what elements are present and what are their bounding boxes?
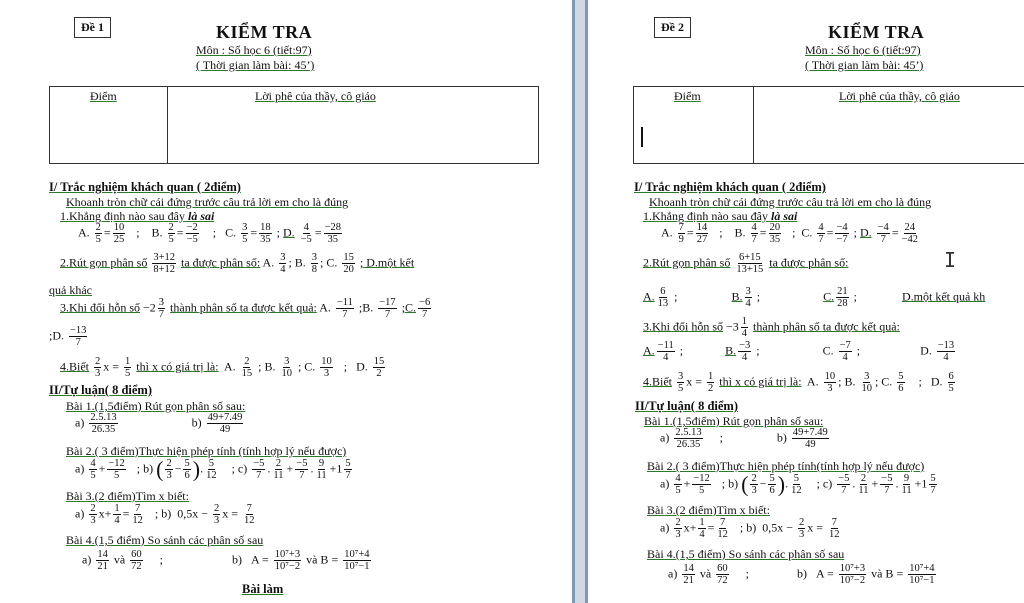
- mouse-ibeam-icon: I: [944, 248, 957, 272]
- subject-line: Môn : Số học 6 (tiết:97): [196, 43, 312, 57]
- page-title: KIỂM TRA: [828, 22, 925, 42]
- section-multiple-choice: I/ Trắc nghiệm khách quan ( 2điểm): [49, 180, 241, 194]
- exercise-3-items: a) $\frac{2}{3}$ x+ $\frac{1}{4}$ = $\frac{7}{12}$ ; b) 0,5x − $\frac{2}{3}$ x = $\frac{7}{12}$: [75, 503, 255, 526]
- page-title: KIỂM TRA: [216, 22, 313, 42]
- question-2-options: A. $\frac{6}{13}$ ; B. $\frac{3}{4}$ ; C. $\frac{21}{28}$ ; D.một kết quả kh: [643, 286, 986, 309]
- subject-line: Môn : Số học 6 (tiết:97): [805, 43, 921, 57]
- question-1-options: A. $\frac{2}{5}$ = $\frac{10}{25}$ ; B. $\frac{2}{5}$ = $\frac{-2}{-5}$ ; C. $\frac{3}{5}$ = $\frac{18}{35}$ ; D. $\frac{4}{-5}$ = $\frac{-28}{35}$: [78, 222, 342, 245]
- exercise-3-items: a) $\frac{2}{3}$ x+ $\frac{1}{4}$ = $\frac{7}{12}$ ; b) 0,5x − $\frac{2}{3}$ x = $\frac{7}{12}$: [660, 517, 840, 540]
- question-1-options: A. $\frac{7}{9}$ = $\frac{14}{27}$ ; B. $\frac{4}{7}$ = $\frac{20}{35}$ ; C. $\frac{4}{7}$ = $\frac{-4}{-7}$ ; D. $\frac{-4}{7}$ = $\frac{24}{-42}$: [661, 222, 919, 245]
- question-3: 3.Khi đổi hỗn số −3 $\frac{1}{4}$ thành phân số ta được kết quả:: [643, 316, 900, 339]
- grade-header: Điểm: [90, 89, 117, 103]
- question-3-options: A. $\frac{-11}{4}$ ; B. $\frac{-3}{4}$ ; C. $\frac{-7}{4}$ ; D. $\frac{-13}{4}$: [643, 340, 955, 363]
- question-4: 4.Biết $\frac{2}{3}$ x = $\frac{1}{5}$ thì x có giá trị là: A. $\frac{2}{15}$ ; B. $\frac{3}{10}$ ; C. $\frac{10}{3}$ ; D. $\frac{15}{2}$: [60, 356, 385, 379]
- exercise-3: Bài 3.(2 điểm)Tìm x biết:: [647, 503, 770, 517]
- question-4: 4.Biết $\frac{3}{5}$ x = $\frac{1}{2}$ thì x có giá trị là: A. $\frac{10}{3}$ ; B. $\frac{3}{10}$ ; C. $\frac{5}{6}$ ; D. $\frac{6}{5}$: [643, 371, 954, 394]
- document-page-2: [588, 0, 1024, 603]
- question-2: 2.Rút gọn phân số $\frac{3+12}{8+12}$ ta được phân số: A. $\frac{3}{4}$ ; B. $\frac{3}{8}$ ; C. $\frac{15}{20}$ ; D.một kết: [60, 252, 415, 275]
- exercise-1-items: a) $\frac{2.5.13}{26.35}$ b) $\frac{49+7.49}{49}$: [75, 412, 243, 435]
- window-divider[interactable]: [572, 0, 588, 603]
- answer-heading: Bài làm: [242, 582, 284, 596]
- question-3-option-d: ;D. $\frac{-13}{7}$: [49, 325, 87, 348]
- exam-code-label: Đề 1: [74, 17, 111, 38]
- instructions: Khoanh tròn chữ cái đứng trước câu trả lời em cho là đúng: [649, 195, 932, 209]
- exercise-1: Bài 1.(1,5điểm) Rút gọn phân số sau:: [66, 399, 246, 413]
- exercise-4: Bài 4.(1,5 điểm) So sánh các phân số sau: [647, 547, 845, 561]
- grade-table: [633, 86, 1024, 164]
- exercise-4-items: a) $\frac{14}{21}$ và $\frac{60}{72}$ ; b) A = $\frac{\text{10⁷+3}}{\text{10⁷−2}}$ và B = $\frac{\text{10⁷+4}}{\text{10⁷−1}}$: [82, 549, 370, 572]
- time-line: ( Thời gian làm bài: 45’): [805, 58, 924, 72]
- exercise-4-items: a) $\frac{14}{21}$ và $\frac{60}{72}$ ; b) A = $\frac{\text{10⁷+3}}{\text{10⁷−2}}$ và B = $\frac{\text{10⁷+4}}{\text{10⁷−1}}$: [668, 563, 935, 586]
- text-cursor: [641, 127, 643, 147]
- exercise-2: Bài 2.( 3 điểm)Thực hiện phép tính (tính hợp lý nếu được): [66, 444, 347, 458]
- question-1: 1.Khẳng định nào sau đây là sai: [60, 209, 215, 223]
- question-2: 2.Rút gọn phân số $\frac{6+15}{13+15}$ ta được phân số:: [643, 252, 849, 275]
- exercise-2: Bài 2.( 3 điểm)Thực hiện phép tính(tính hợp lý nếu được): [647, 459, 925, 473]
- comment-header: Lời phê của thầy, cô giáo: [255, 89, 376, 103]
- exercise-2-items: a) $\frac{4}{5}$ + $\frac{-12}{5}$ ; b) ( $\frac{2}{3}$ − $\frac{5}{6}$ ). $\frac{5}{12}$ ; c) $\frac{-5}{7}$ . $\frac{2}{11}$ + $\frac{-5}{7}$ . $\frac{9}{11}$ +1 $\frac{5}{7}$: [660, 471, 936, 497]
- exam-code-label: Đề 2: [654, 17, 691, 38]
- question-3: 3.Khi đổi hỗn số −2 $\frac{3}{7}$ thành phân số ta được kết quả: A. $\frac{-11}{7}$ ;B. $\frac{-17}{7}$ ;C. $\frac{-6}{7}$: [60, 297, 431, 320]
- exercise-1-items: a) $\frac{2.5.13}{26.35}$ ; b) $\frac{49+7.49}{49}$: [660, 427, 828, 450]
- exercise-3: Bài 3.(2 điểm)Tìm x biết:: [66, 489, 189, 503]
- grade-table: [49, 86, 539, 164]
- comment-header: Lời phê của thầy, cô giáo: [839, 89, 960, 103]
- exercise-2-items: a) $\frac{4}{5}$ + $\frac{-12}{5}$ ; b) ( $\frac{2}{3}$ − $\frac{5}{6}$ ). $\frac{5}{12}$ ; c) $\frac{-5}{7}$ . $\frac{2}{11}$ + $\frac{-5}{7}$ . $\frac{9}{11}$ +1 $\frac{5}{7}$: [75, 456, 351, 482]
- instructions: Khoanh tròn chữ cái đứng trước câu trả lời em cho là đúng: [66, 195, 349, 209]
- section-essay: II/Tự luận( 8 điểm): [49, 383, 153, 397]
- question-2-option-d-cont: quả khác: [49, 283, 92, 297]
- grade-header: Điểm: [674, 89, 701, 103]
- question-1: 1.Khẳng định nào sau đây là sai: [643, 209, 798, 223]
- section-multiple-choice: I/ Trắc nghiệm khách quan ( 2điểm): [634, 180, 826, 194]
- exercise-4: Bài 4.(1,5 điểm) So sánh các phân số sau: [66, 533, 264, 547]
- section-essay: II/Tự luận( 8 điểm): [635, 399, 739, 413]
- exercise-1: Bài 1.(1,5điểm) Rút gọn phân số sau:: [644, 414, 824, 428]
- time-line: ( Thời gian làm bài: 45’): [196, 58, 315, 72]
